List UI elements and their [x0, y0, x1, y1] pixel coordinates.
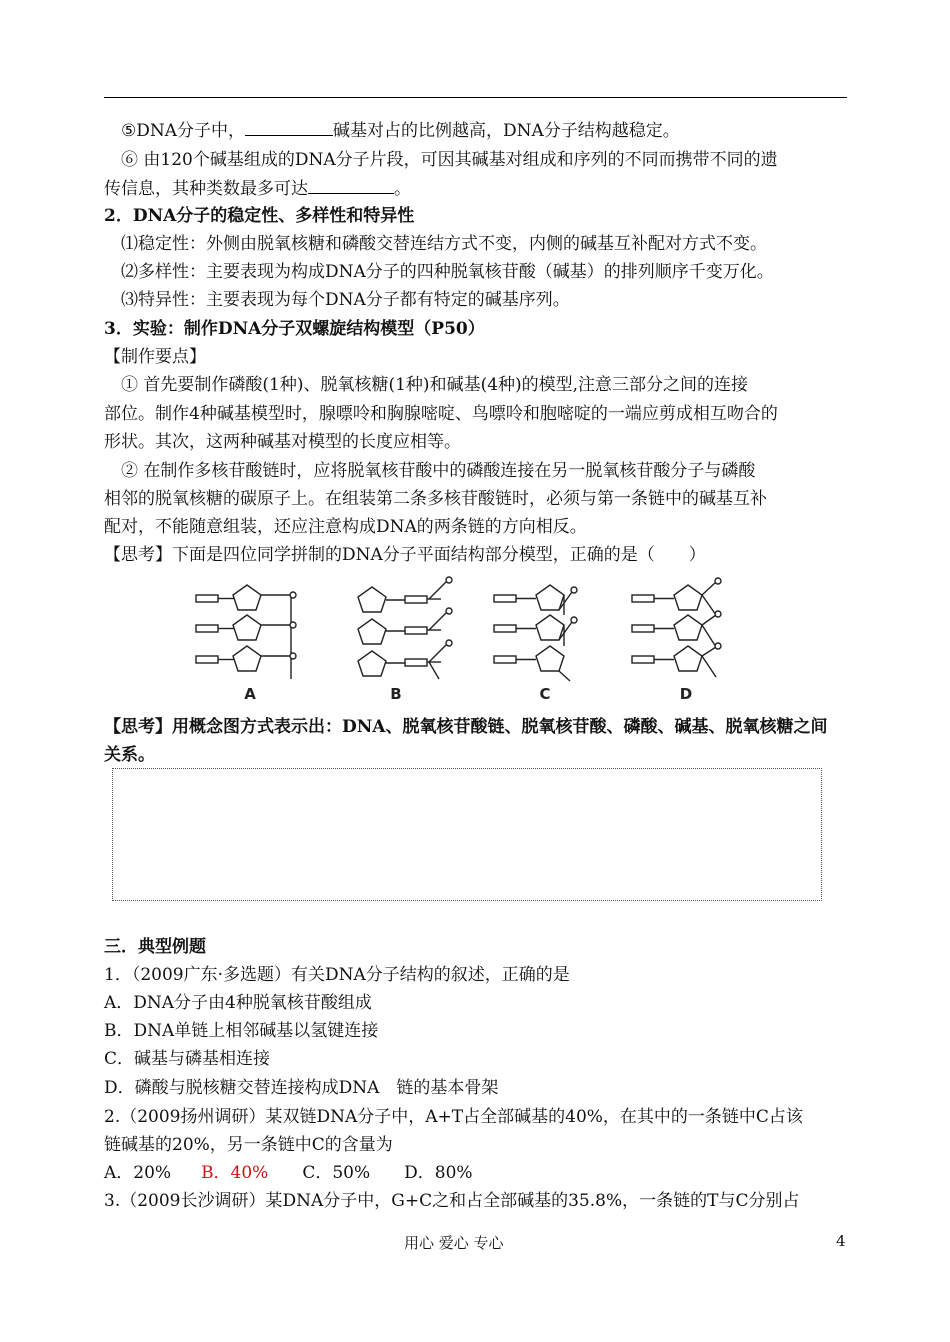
heading-2: 2．DNA分子的稳定性、多样性和特异性 [104, 206, 415, 226]
think-question-1: 【思考】下面是四位同学拼制的DNA分子平面结构部分模型，正确的是（ ） [104, 545, 706, 565]
question-2-line-2: 链碱基的20%，另一条链中C的含量为 [104, 1135, 393, 1155]
diversity-text: ⑵多样性：主要表现为构成DNA分子的四种脱氧核苷酸（碱基）的排列顺序千变万化。 [121, 262, 774, 282]
model-a [196, 585, 296, 679]
question-1: 1．（2009广东·多选题）有关DNA分子结构的叙述，正确的是 [104, 965, 570, 985]
footer-motto: 用心 爱心 专心 [404, 1234, 504, 1252]
point-1-line-2: 部位。制作4种碱基模型时，腺嘌呤和胸腺嘧啶、鸟嘌呤和胞嘧啶的一端应剪成相互吻合的 [104, 404, 778, 424]
model-label-a: A [244, 685, 256, 703]
text-line-5 [121, 119, 680, 142]
model-b [358, 577, 452, 679]
making-points-title: 【制作要点】 [104, 347, 206, 367]
text-line-5-end: 碱基对占的比例越高，DNA分子结构越稳定。 [333, 121, 680, 141]
point-1-line-3: 形状。其次，这两种碱基对模型的长度应相等。 [104, 432, 461, 452]
specificity-text: ⑶特异性：主要表现为每个DNA分子都有特定的碱基序列。 [121, 290, 570, 310]
think-question-2-line-1: 【思考】用概念图方式表示出：DNA、脱氧核苷酸链、脱氧核苷酸、磷酸、碱基、脱氧核糖之间 [104, 717, 828, 737]
question-2-option-c: C．50% [302, 1163, 371, 1183]
question-2-option-d: D．80% [404, 1163, 473, 1183]
point-2-line-3: 配对，不能随意组装，还应注意构成DNA的两条链的方向相反。 [104, 517, 587, 537]
point-1-line-1: ① 首先要制作磷酸(1种)、脱氧核糖(1种)和碱基(4种)的模型,注意三部分之间的连接 [121, 375, 749, 395]
question-1-option-c: C．碱基与磷基相连接 [104, 1049, 271, 1069]
point-2-line-2: 相邻的脱氧核糖的碳原子上。在组装第二条多核苷酸链时，必须与第一条链中的碱基互补 [104, 489, 767, 509]
fill-blank-1[interactable] [245, 119, 333, 136]
stability-text: ⑴稳定性：外侧由脱氧核糖和磷酸交替连结方式不变，内侧的碱基互补配对方式不变。 [121, 234, 767, 254]
page-number: 4 [836, 1232, 846, 1250]
question-1-option-d: D．磷酸与脱核糖交替连接构成DNA 链的基本骨架 [104, 1078, 499, 1098]
model-label-b: B [390, 685, 402, 703]
question-2-line-1: 2.（2009扬州调研）某双链DNA分子中，A+T占全部碱基的40%，在其中的一条链中C占该 [104, 1107, 803, 1127]
dna-model-figure [190, 575, 730, 703]
text-line-5-start: ⑤DNA分子中， [121, 121, 246, 141]
text-line-6: ⑥ 由120个碱基组成的DNA分子片段，可因其碱基对组成和序列的不同而携带不同的遗 [121, 150, 778, 170]
header-rule [104, 97, 847, 98]
concept-map-answer-box[interactable] [112, 768, 822, 901]
text-line-7-start: 传信息，其种类数最多可达 [104, 179, 308, 199]
text-line-7 [104, 177, 411, 200]
model-label-c: C [539, 685, 551, 703]
model-d [632, 578, 721, 677]
question-1-option-a: A．DNA分子由4种脱氧核苷酸组成 [104, 993, 372, 1013]
heading-3: 3．实验：制作DNA分子双螺旋结构模型（P50） [104, 319, 485, 339]
question-2-option-b-answer: B．40% [201, 1163, 269, 1183]
question-1-option-b: B．DNA单链上相邻碱基以氢键连接 [104, 1021, 379, 1041]
fill-blank-2[interactable] [308, 177, 394, 194]
question-2-options [104, 1162, 473, 1184]
text-line-7-end: 。 [394, 179, 411, 199]
model-c [494, 585, 577, 681]
model-label-d: D [679, 685, 693, 703]
question-2-option-a: A．20% [104, 1163, 172, 1183]
point-2-line-1: ② 在制作多核苷酸链时，应将脱氧核苷酸中的磷酸连接在另一脱氧核苷酸分子与磷酸 [121, 461, 756, 481]
section-3-heading: 三．典型例题 [104, 937, 206, 957]
think-question-2-line-2: 关系。 [104, 745, 155, 765]
question-3-line-1: 3.（2009长沙调研）某DNA分子中，G+C之和占全部碱基的35.8%，一条链的T与C分别占 [104, 1191, 800, 1211]
